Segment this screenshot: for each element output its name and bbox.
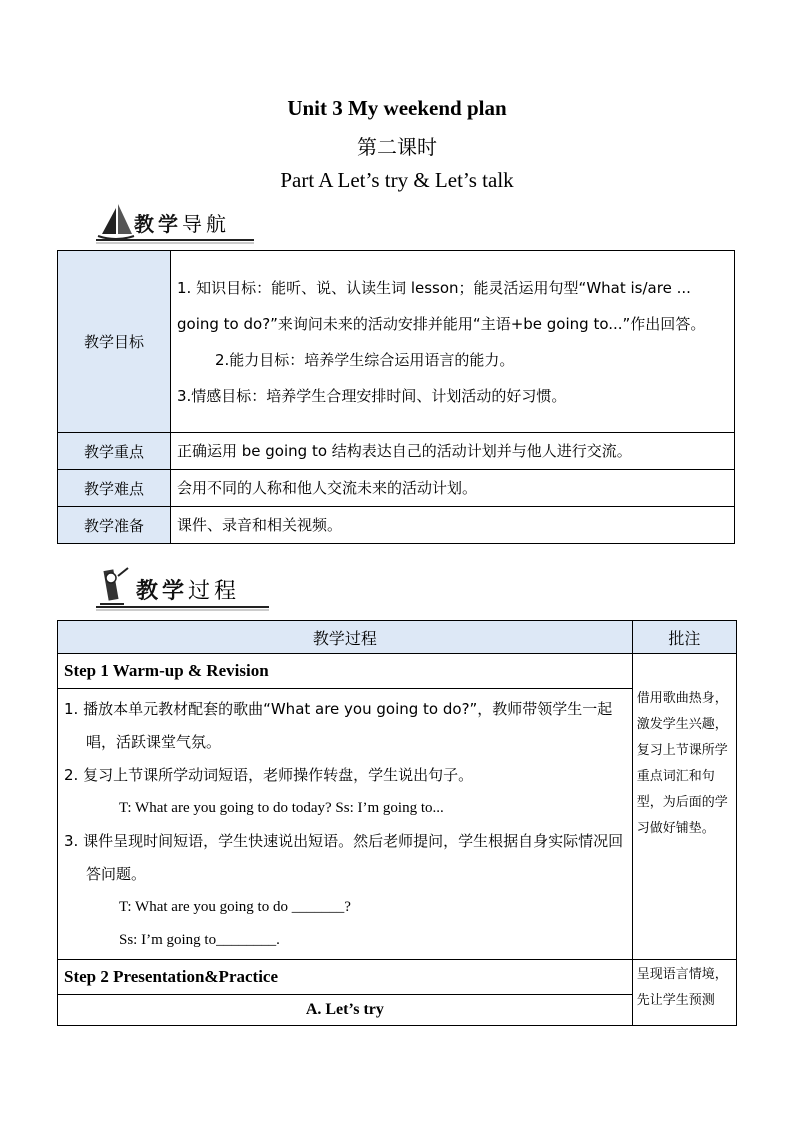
section-title-process: 教学过程: [136, 579, 241, 604]
step2-note: 呈现语言情境，先让学生预测: [632, 960, 736, 1026]
step1-item-2: 2. 复习上节课所学动词短语，老师操作转盘，学生说出句子。: [64, 766, 474, 784]
teaching-process-table: [57, 620, 737, 1026]
step1-item-3-question: T: What are you going to do _______?: [119, 899, 351, 915]
row-label-key-points: 教学重点: [58, 433, 171, 470]
header-notes: 批注: [632, 621, 736, 654]
row-label-objectives: 教学目标: [58, 251, 171, 433]
step1-item-3-answer: Ss: I’m going to________.: [119, 932, 280, 948]
section-title-nav: 教学导航: [134, 212, 230, 236]
difficulties-cell: 会用不同的人称和他人交流未来的活动计划。: [171, 470, 735, 507]
document-title: Unit 3 My weekend plan: [287, 96, 507, 120]
objective-emotion: 3.情感目标：培养学生合理安排时间、计划活动的好习惯。: [177, 386, 567, 405]
step1-note: 借用歌曲热身，激发学生兴趣，复习上节课所学重点词汇和句型，为后面的学习做好铺垫。: [632, 654, 736, 960]
lesson-number: 第二课时: [357, 135, 437, 159]
step1-item-3: 3. 课件呈现时间短语，学生快速说出短语。然后老师提问，学生根据自身实际情况回答问题。: [64, 832, 624, 883]
header-process: 教学过程: [58, 621, 633, 654]
step2-title: Step 2 Presentation&Practice: [58, 960, 633, 995]
key-points-cell: 正确运用 be going to 结构表达自己的活动计划并与他人进行交流。: [171, 433, 735, 470]
step1-item-1: 1. 播放本单元教材配套的歌曲“What are you going to do?”，教师带领学生一起唱，活跃课堂气氛。: [64, 700, 613, 751]
step1-title: Step 1 Warm-up & Revision: [58, 654, 633, 689]
step2-subtitle: A. Let’s try: [58, 995, 633, 1026]
objective-ability: 2.能力目标：培养学生综合运用语言的能力。: [215, 350, 515, 369]
objective-knowledge: 1. 知识目标：能听、说、认读生词 lesson；能灵活运用句型“What is/are ... going to do?”来询问未来的活动安排并能用“主语+be going to...”作出回答。: [177, 278, 706, 333]
teaching-guide-table: [57, 250, 735, 544]
preparation-cell: 课件、录音和相关视频。: [171, 507, 735, 544]
objectives-cell: [171, 251, 735, 433]
part-title: Part A Let’s try & Let’s talk: [280, 168, 514, 192]
row-label-difficulties: 教学难点: [58, 470, 171, 507]
step1-body: [58, 689, 633, 960]
section-header-nav: [94, 200, 294, 246]
section-header-process: [94, 566, 294, 612]
row-label-preparation: 教学准备: [58, 507, 171, 544]
step1-item-2-dialogue: T: What are you going to do today? Ss: I’m going to...: [119, 800, 444, 816]
